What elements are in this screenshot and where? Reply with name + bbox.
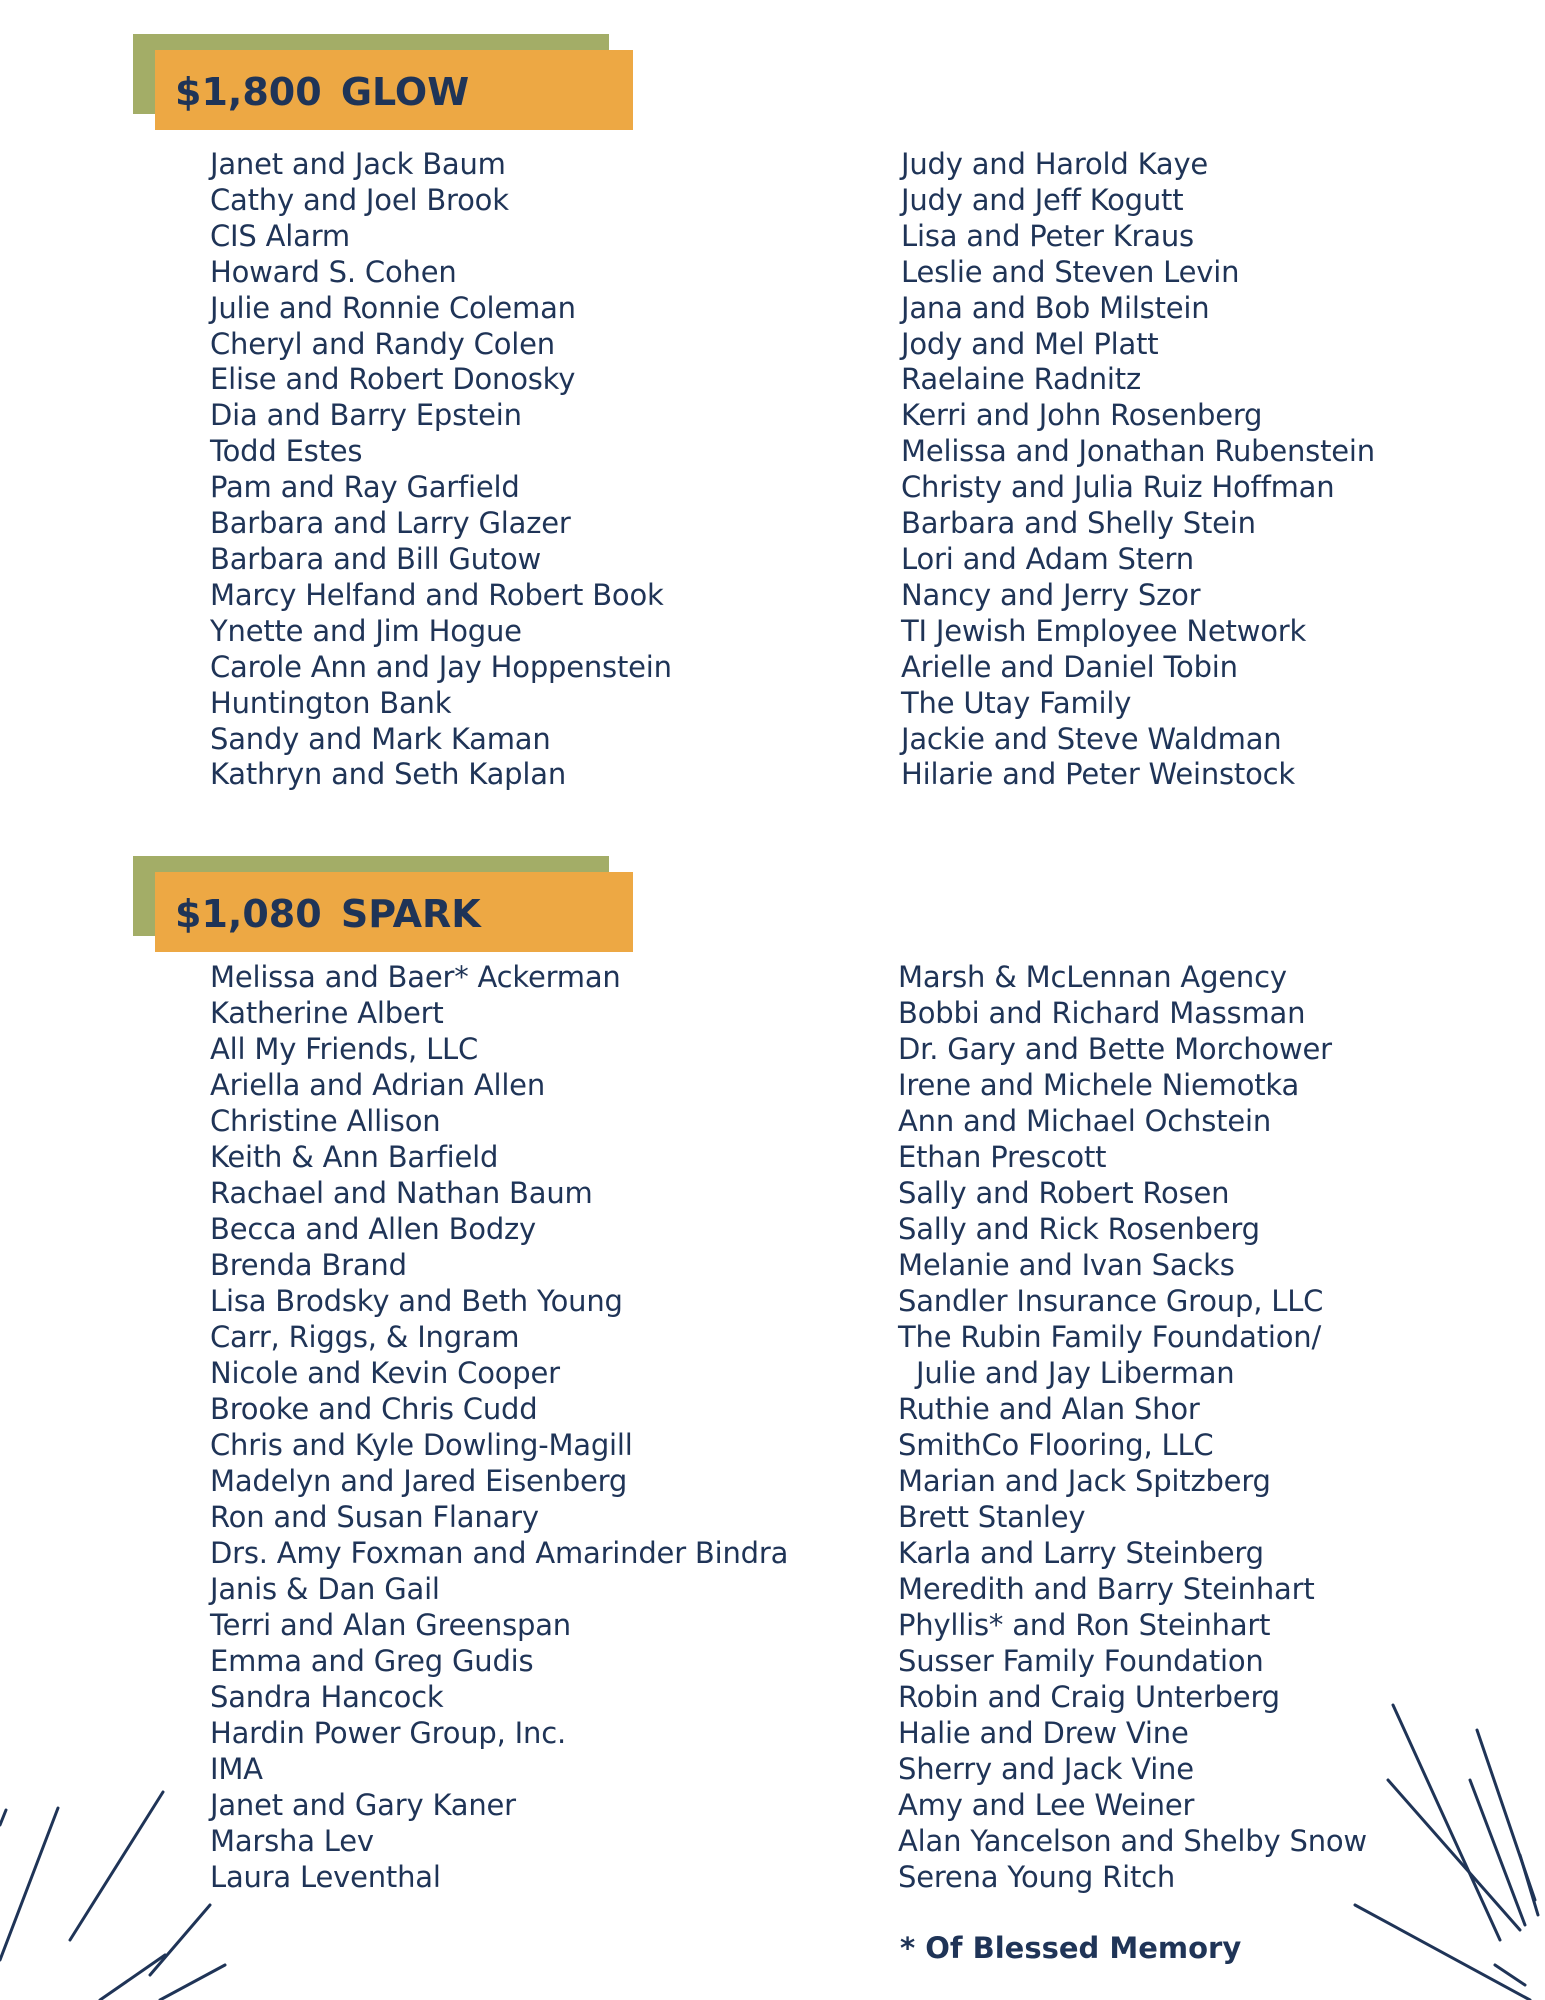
donor-name: Christine Allison (210, 1104, 441, 1138)
donor-name: Leslie and Steven Levin (901, 254, 1240, 289)
donor-name: Drs. Amy Foxman and Amarinder Bindra (210, 1536, 789, 1570)
glow-donor-list-left (210, 147, 672, 793)
donor-name: Judy and Jeff Kogutt (901, 182, 1184, 217)
donor-name: Becca and Allen Bodzy (210, 1212, 537, 1246)
donor-name: CIS Alarm (210, 218, 350, 253)
donor-name: Lori and Adam Stern (901, 541, 1194, 576)
donor-name: Karla and Larry Steinberg (898, 1536, 1264, 1570)
donor-name: Cheryl and Randy Colen (210, 326, 555, 361)
donor-name: Brooke and Chris Cudd (210, 1392, 538, 1426)
donor-name: Susser Family Foundation (898, 1644, 1264, 1678)
donor-name: Judy and Harold Kaye (901, 147, 1209, 181)
donor-name: Jackie and Steve Waldman (901, 721, 1282, 756)
donor-name: Katherine Albert (210, 996, 444, 1030)
donor-name: Elise and Robert Donosky (210, 362, 576, 397)
donor-name: IMA (210, 1752, 263, 1786)
donor-name: Rachael and Nathan Baum (210, 1176, 593, 1210)
donor-name: Barbara and Larry Glazer (210, 506, 571, 541)
glow-heading: $1,800 GLOW (175, 70, 470, 114)
donor-name: Melissa and Baer* Ackerman (210, 960, 621, 994)
donor-name: Julie and Ronnie Coleman (210, 290, 576, 325)
donor-name: Sherry and Jack Vine (898, 1752, 1194, 1786)
donor-name: Marsha Lev (210, 1824, 374, 1858)
spark-donor-list-right (898, 959, 1367, 1895)
donor-name: Phyllis* and Ron Steinhart (898, 1608, 1271, 1642)
donor-name: Ron and Susan Flanary (210, 1500, 539, 1534)
donor-name: Janis & Dan Gail (210, 1572, 440, 1606)
donor-name: Nancy and Jerry Szor (901, 577, 1201, 612)
donor-name: Ynette and Jim Hogue (210, 613, 522, 648)
donor-name: TI Jewish Employee Network (901, 613, 1307, 648)
donor-name: Sandra Hancock (210, 1680, 444, 1714)
donor-name: Nicole and Kevin Cooper (210, 1356, 560, 1390)
firework-burst-icon-right (1320, 1700, 1545, 2000)
donor-name: Lisa Brodsky and Beth Young (210, 1284, 623, 1318)
donor-name: Ethan Prescott (898, 1140, 1107, 1174)
donor-name: Ann and Michael Ochstein (898, 1104, 1271, 1138)
donor-name: Carr, Riggs, & Ingram (210, 1320, 520, 1354)
donor-name: Christy and Julia Ruiz Hoffman (901, 470, 1335, 505)
donor-name: Barbara and Shelly Stein (901, 506, 1256, 541)
donor-name: Lisa and Peter Kraus (901, 218, 1194, 253)
donor-name: Ariella and Adrian Allen (210, 1068, 546, 1102)
firework-burst-icon-left (0, 1780, 240, 2000)
footnote: * Of Blessed Memory (900, 1931, 1242, 1965)
donor-name: Julie and Jay Liberman (916, 1356, 1235, 1390)
donor-name: SmithCo Flooring, LLC (898, 1428, 1214, 1462)
donor-name: Barbara and Bill Gutow (210, 541, 542, 576)
donor-name: Ruthie and Alan Shor (898, 1392, 1200, 1426)
donor-name: Hilarie and Peter Weinstock (901, 757, 1295, 792)
donor-name: Pam and Ray Garfield (210, 470, 520, 505)
donor-name: Sally and Robert Rosen (898, 1176, 1230, 1210)
donor-name: Huntington Bank (210, 685, 452, 720)
donor-name: Keith & Ann Barfield (210, 1140, 499, 1174)
donor-name: Chris and Kyle Dowling-Magill (210, 1428, 633, 1462)
donor-name: Dia and Barry Epstein (210, 398, 522, 433)
donor-name: Sandy and Mark Kaman (210, 721, 551, 756)
donor-name: Terri and Alan Greenspan (210, 1608, 571, 1642)
donor-name: Irene and Michele Niemotka (898, 1068, 1300, 1102)
glow-heading-banner (133, 34, 633, 130)
donor-name: Marcy Helfand and Robert Book (210, 577, 664, 612)
spark-donor-list-left (210, 959, 788, 1895)
donor-name: Dr. Gary and Bette Morchower (898, 1032, 1332, 1066)
donor-name: Marian and Jack Spitzberg (898, 1464, 1271, 1498)
donor-name: Arielle and Daniel Tobin (901, 649, 1238, 684)
donor-name: Bobbi and Richard Massman (898, 996, 1306, 1030)
donor-name: Todd Estes (210, 434, 363, 469)
donor-name: Howard S. Cohen (210, 254, 457, 289)
donor-name: Robin and Craig Unterberg (898, 1680, 1280, 1714)
donor-name: Halie and Drew Vine (898, 1716, 1189, 1750)
donor-name: Brett Stanley (898, 1500, 1086, 1534)
donor-name: Meredith and Barry Steinhart (898, 1572, 1315, 1606)
donor-name: All My Friends, LLC (210, 1032, 479, 1066)
donor-name: Melissa and Jonathan Rubenstein (901, 434, 1375, 469)
spark-heading-banner (133, 856, 633, 952)
donor-name: Sally and Rick Rosenberg (898, 1212, 1260, 1246)
donor-name: Laura Leventhal (210, 1860, 441, 1894)
donor-name: Cathy and Joel Brook (210, 182, 509, 217)
donor-name: Melanie and Ivan Sacks (898, 1248, 1235, 1282)
donor-name: Kathryn and Seth Kaplan (210, 757, 567, 792)
donor-name: The Rubin Family Foundation/ (898, 1320, 1322, 1354)
donor-name: Marsh & McLennan Agency (898, 960, 1287, 994)
donor-name: Jana and Bob Milstein (901, 290, 1210, 325)
donor-name: Janet and Gary Kaner (210, 1788, 516, 1822)
glow-donor-list-right (901, 147, 1375, 793)
donor-name: Brenda Brand (210, 1248, 407, 1282)
donor-name: Carole Ann and Jay Hoppenstein (210, 649, 672, 684)
donor-name: Janet and Jack Baum (210, 147, 506, 181)
donor-name: Kerri and John Rosenberg (901, 398, 1263, 433)
donor-name: Sandler Insurance Group, LLC (898, 1284, 1324, 1318)
donor-name: Raelaine Radnitz (901, 362, 1141, 397)
donor-name: Emma and Greg Gudis (210, 1644, 534, 1678)
donor-name: Madelyn and Jared Eisenberg (210, 1464, 628, 1498)
donor-name: The Utay Family (901, 685, 1132, 720)
spark-heading: $1,080 SPARK (175, 892, 481, 936)
donor-name: Alan Yancelson and Shelby Snow (898, 1824, 1367, 1858)
donor-name: Hardin Power Group, Inc. (210, 1716, 566, 1750)
donor-name: Serena Young Ritch (898, 1860, 1176, 1894)
donor-name: Jody and Mel Platt (901, 326, 1159, 361)
donor-name: Amy and Lee Weiner (898, 1788, 1195, 1822)
